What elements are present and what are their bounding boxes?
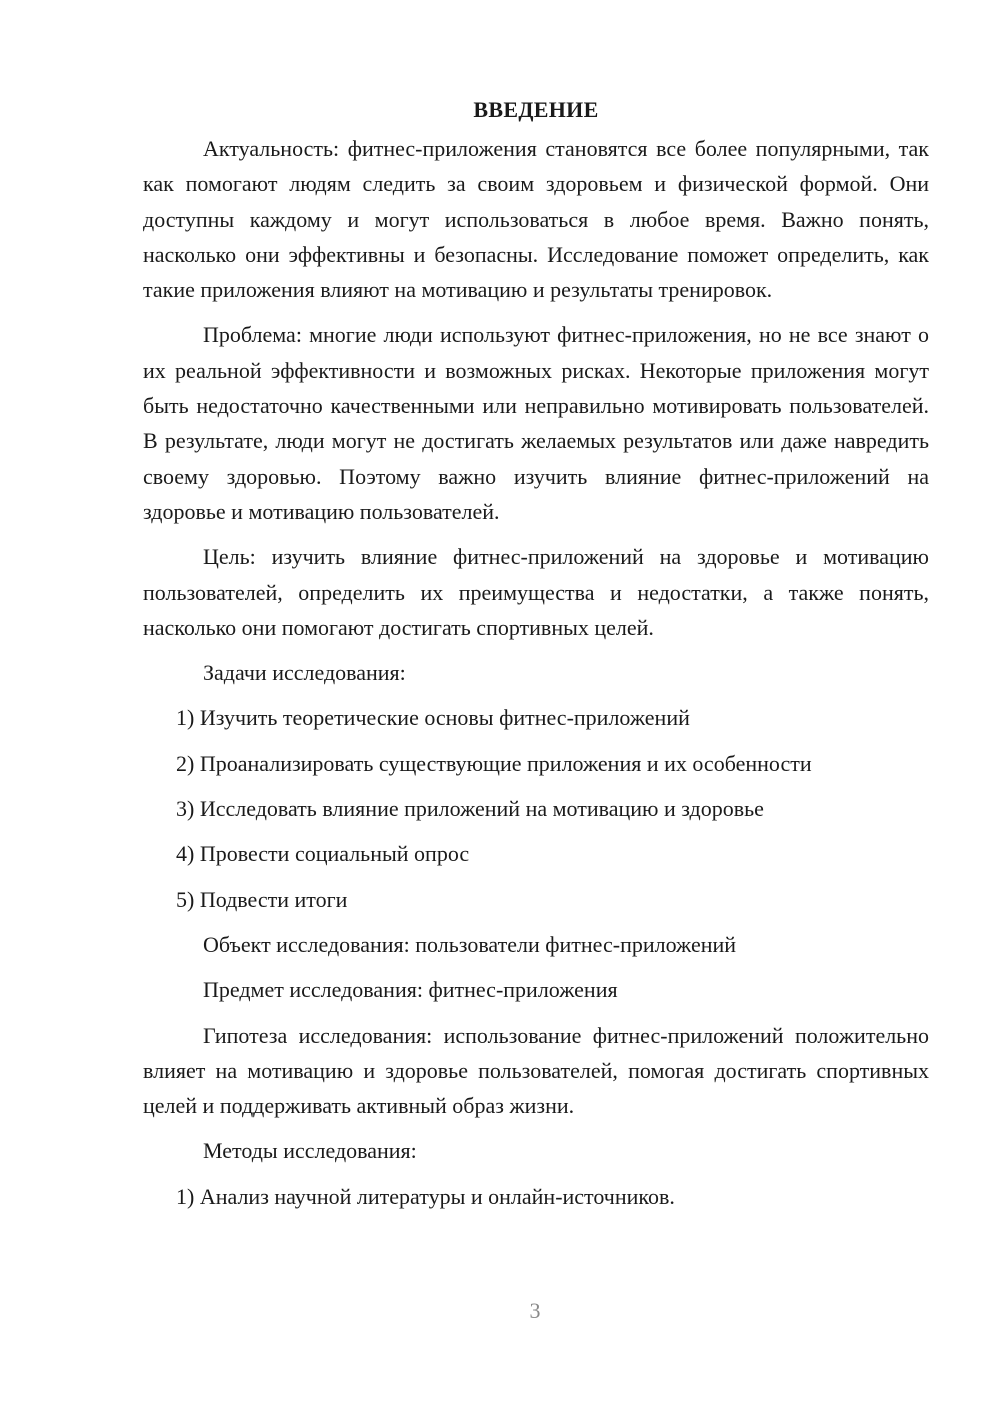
method-item: 1) Анализ научной литературы и онлайн-источников.: [176, 1183, 675, 1209]
research-object: Объект исследования: пользователи фитнес-приложений: [203, 931, 737, 957]
goal-paragraph: Цель: изучить влияние фитнес-приложений на здоровье и мотивацию пользователей, определить их преимущества и недостатки, а также понять, насколько они помогают достигать спортивных целей.: [143, 544, 929, 640]
section-title: ВВЕДЕНИЕ: [473, 97, 599, 122]
task-item: 1) Изучить теоретические основы фитнес-приложений: [176, 705, 690, 731]
hypothesis-paragraph: Гипотеза исследования: использование фитнес-приложений положительно влияет на мотивацию и здоровье пользователей, помогая достигать спортивных целей и поддерживать активный образ жизни.: [143, 1022, 929, 1119]
task-item: 5) Подвести итоги: [176, 886, 348, 912]
task-item: 4) Провести социальный опрос: [176, 841, 470, 867]
document-page: [143, 92, 929, 1224]
tasks-heading: Задачи исследования:: [203, 660, 406, 686]
research-subject: Предмет исследования: фитнес-приложения: [203, 977, 618, 1003]
task-item: 3) Исследовать влияние приложений на мотивацию и здоровье: [176, 796, 764, 822]
relevance-paragraph: Актуальность: фитнес-приложения становятся все более популярными, так как помогают людям следить за своим здоровьем и физической формой. Они доступны каждому и могут использоваться в любое время. Важно понять, насколько они эффективны и безопасны. Исследование поможет определить, как такие приложения влияют на мотивацию и результаты тренировок.: [143, 136, 929, 303]
problem-paragraph: Проблема: многие люди используют фитнес-приложения, но не все знают о их реальной эффективности и возможных рисках. Некоторые приложения могут быть недостаточно качественными или неправильно мотивировать пользователей. В результате, люди могут не достигать желаемых результатов или даже навредить своему здоровью. Поэтому важно изучить влияние фитнес-приложений на здоровье и мотивацию пользователей.: [143, 322, 929, 524]
task-item: 2) Проанализировать существующие приложения и их особенности: [176, 750, 812, 776]
page-number: 3: [529, 1298, 541, 1323]
methods-heading: Методы исследования:: [203, 1138, 417, 1164]
